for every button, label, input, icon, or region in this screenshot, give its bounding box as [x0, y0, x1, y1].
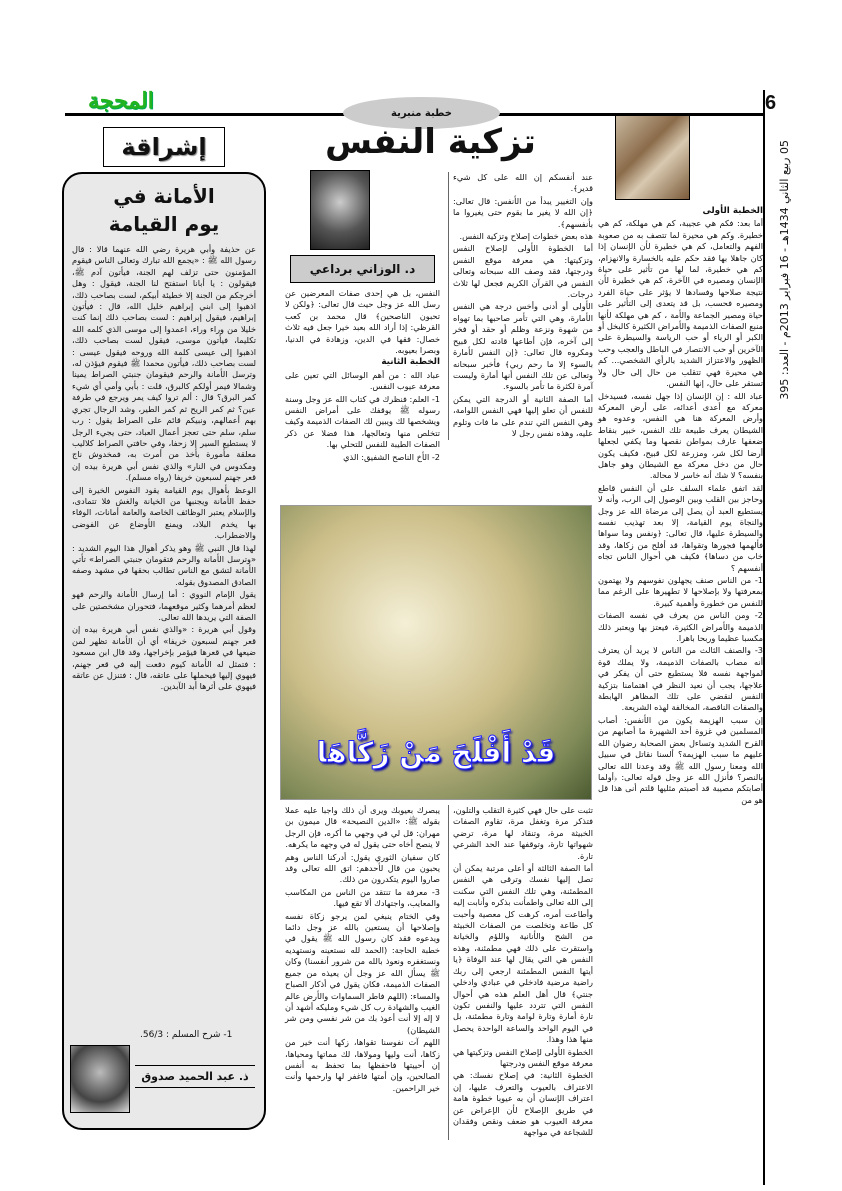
sidebar-author-photo: [70, 1045, 130, 1113]
paragraph: الأولى أو أدنى وأخس درجة هي النفس الأمارة، وهي التي تأمر صاحبها بما تهواه من شهوة ونزعة وظلم أو حقد أو فخر إلى آخره، فإن أطاعها قادته لكل قبيح ومكروه قال تعالى: ﴿إن النفس لأمارة بالسوء إلا ما رحم ربي﴾ فأخبر سبحانه وتعالى عن تلك النفس أنها أمارة وليست آمرة لكثرة ما تأمر بالسوء.: [453, 301, 593, 392]
article-column-3: [285, 288, 440, 464]
sidebar-author-name: ذ. عبد الحميد صدوق: [135, 1065, 255, 1088]
minbar-image: [615, 115, 690, 200]
article-title: تزكية النفس: [325, 122, 536, 162]
paragraph: 1- من الناس صنف يجهلون نفوسهم ولا يهتمون بمعرفتها ولا بإصلاحها لا تطهيرها على الرغم مما للنفس من خطورة وأهمية كبيرة.: [598, 575, 763, 608]
verse-calligraphy: قَدْ أَفْلَحَ مَنْ زَكَّاهَا: [316, 736, 556, 769]
paragraph: تثبت على حال فهي كثيرة التقلب والتلون، فتذكر مرة وتغفل مرة، تقاوم الصفات الخبيثة مرة، وتنقاد لها مرة، ترضي شهواتها تارة، وتوقفها عند الحد الشرعي تارة.: [453, 805, 593, 861]
sidebar-body: [72, 244, 256, 693]
quran-verse-image: [280, 505, 592, 800]
issue-date-strip: [776, 140, 796, 700]
paragraph: الخطوة الأولى لإصلاح النفس وتزكيتها هي معرفة موقع النفس ودرجتها: [453, 1046, 593, 1068]
paragraph: أما الخطوة الأولى لإصلاح النفس وتزكيتها: هي معرفة موقع النفس ودرجتها، فقد وصف الله سبحانه وتعالى النفس في القرآن الكريم فجعل لها ثلاث درجات.: [453, 243, 593, 300]
paragraph: النفس، بل هي إحدى صفات المعرضين عن رسل الله عز وجل حيث قال تعالى: ﴿ولكن لا تحبون الناصحين﴾ قال محمد بن كعب القرظي: إذا أراد الله بعبد خيرا جعل فيه ثلاث خصال: فقها في الدين، وزهادة في الدنيا، وبصرا بعيوبه.: [285, 288, 440, 356]
section-label: خطبة منبرية: [343, 97, 500, 129]
paragraph: أما بعد: فكم هي عجيبة، كم هي مهلكة، كم هي خطيرة. وكم هي محيرة لما تتصف به من صعوبة الفهم والتعامل، كم هي خطيرة لأن الإنسان إذا كان جاهلا بها فقد حكم عليه بالخسارة والانهزام، كم هي خطيرة، لما لها من تأثير على حياة الإنسان ومصيره في الآخرة، كم هي خطيرة لأن نتيجة صلاحها وفسادها لا يؤثر على حياة الفرد ومصيره فحسب، بل قد يتعدى إلى التأثير على حياة ومصير الجماعة والأمة ، كم هي مهلكة لأنها منبع الصفات الذميمة والأمراض الكثيرة كالبخل أو الكبر أو الرياء أو حب الرياسة والسيطرة على الآخرين أو حب الانتصار في الباطل والعجب وحب الظهور والاعتزاز الشديد بالرأي الشخصي... كم هي محيرة فهي تتقلب من حال إلى حال ولا تستقر على حال، إنها النفس.: [598, 218, 763, 389]
sidebar-paragraph: الوعظ بأهوال يوم القيامة يقود النفوس الخيرة إلى حفظ الأمانة ويجنبها من الخيانة والغش فلا تتمادى، والإسلام يعتبر الوظائف الخاصة والعامة أمانات، الوفاء بها يخدم البلاد، ويمنع الأوضاع عن الفوضى والاضطراب.: [72, 484, 256, 541]
paragraph: عباد الله : من أهم الوسائل التي تعين على معرفة عيوب النفس.: [285, 369, 440, 392]
sidebar-paragraph: يقول الإمام النووي : أما إرسال الأمانة والرحم فهو لعظم أمرهما وكثير موقعهما، فتحوران مشخصتين على الصفة التي يريدها الله تعالى.: [72, 589, 256, 622]
brand-logo: المحجة: [88, 88, 154, 114]
paragraph: 3- والصنف الثالث من الناس لا يريد أن يعترف أنه مصاب بالصفات الذميمة، ولا يملك قوة لمواجهة نفسه فلا يستطيع حتى أن يفكر في علاجها، يجب أن نعيد النظر في اهتمامنا بتزكية النفس لنقضي على تلك المظاهر الهابطة والصفات الناقصة، المخالفة لهذه الشريعة.: [598, 645, 763, 713]
paragraph: كان سفيان الثوري يقول: أدركنا الناس وهم يحبون من قال لأحدهم: اتق الله تعالى وقد صاروا اليوم يتكدرون من ذلك.: [285, 851, 440, 885]
subheading: الخطبة الثانية: [381, 357, 440, 368]
paragraph: وفي الختام ينبغي لمن يرجو زكاة نفسه وإصلاحها أن يستعين بالله عز وجل دائما ويدعوه فقد كان رسول الله ﷺ يقول في خطبة الحاجة: (الحمد لله نستعينه ونستهديه ونستغفره ونعوذ بالله من شرور أنفسنا) وكان ﷺ يسأل الله عز وجل أن يعيذه من جميع الصفات الذميمة، فكان يقول في أذكار الصباح والمساء: (اللهم فاطر السماوات والأرض عالم الغيب والشهادة رب كل شيء ومليكه أشهد أن لا إله إلا أنت أعوذ بك من شر نفسي ومن شر الشيطان): [285, 910, 440, 1035]
ishraqa-logo: إشراقة: [103, 127, 225, 167]
paragraph: أما الصفة الثالثة أو أعلى مرتبة يمكن أن تصل إليها نفسك وترقى هي النفس المطمئنة، وهي تلك النفس التي سكنت إلى الله تعالى واطمأنت بذكره وأنابت إليه وأطاعت أمره، كرهت كل معصية وأحبت كل طاعة وتخلصت من الصفات الخبيثة من الشح والأنانية واللؤم والخيانة واستقرت على ذلك فهي مطمئنة، وهذه النفس هي التي يقال لها عند الوفاة ﴿يا أيتها النفس المطمئنة ارجعي إلى ربك راضية مرضية فادخلي في عبادي وادخلي جنتي﴾ قال أهل العلم هذه هي أحوال النفس التي تتردد عليها والنفس تكون تارة أمارة وتارة لوامة وتارة مطمئنة، بل في اليوم الواحد والساعة الواحدة يحصل منها هذا وهذا.: [453, 863, 593, 1045]
paragraph: عند أنفسكم إن الله على كل شيء قدير﴾.: [453, 172, 593, 194]
paragraph: أما الصفة الثانية أو الدرجة التي يمكن للنفس أن تعلو إليها فهي النفس اللوامة، وهي النفس التي تندم على ما فات وتلوم عليه، وهذه نفس رجل لا: [453, 393, 593, 438]
sidebar-paragraph: عن حذيفة وأبي هريرة رضي الله عنهما قالا : قال رسول الله ﷺ : «يجمع الله تبارك وتعالى الناس فيقوم المؤمنون حتى تزلف لهم الجنة، فيأتون آدم ﷺ، فيقولون : يا أبانا استفتح لنا الجنة، فيقول : وهل أخرجكم من الجنة إلا خطيئة أبيكم، لست بصاحب ذلك، اذهبوا إلى ابني إبراهيم خليل الله، قال : فيأتون إبراهيم، فيقول إبراهيم : لست بصاحب ذلك إنما كنت خليلا من وراء وراء، اعمدوا إلى موسى الذي كلمه الله تكليما، فيأتون موسى، فيقول لست بصاحب ذلك، اذهبوا إلى عيسى كلمة الله وروحه فيقول عيسى : لست بصاحب ذلك، فيأتون محمدا ﷺ فيقوم فيؤذن له، وترسل الأمانة والرحم فيقومان جنبتي الصراط يمينا وشمالا فيمر أولكم كالبرق، قلت : بأبي وأمي أي شيء كمر البرق؟ قال : ألم تروا كيف يمر ويرجع في طرفة عين؟ ثم كمر الريح ثم كمر الطير، وشد الرجال تجري بهم أعمالهم، ونبيكم قائم على الصراط يقول : رب سلم، سلم حتى تعجز أعمال العباد، حتى يجيء الرجل لا يستطيع السير إلا زحفا، وفي حافتي الصراط كلاليب معلقة مأمورة بأخذ من أمرت به، فمخدوش ناج ومكدوس في النار» والذي نفس أبي هريرة بيده إن قعر جهنم لسبعون خريفا (رواه مسلم).: [72, 244, 256, 483]
article-column-4: [448, 805, 593, 1140]
paragraph: عباد الله : إن الإنسان إذا جهل نفسه، فسيدخل معركة مع أعدى أعدائه، على أرض المعركة وأرض المعركة هنا هي النفس، وعدوه هو الشيطان يعرف طبيعة تلك النفس، خبير بنقاط ضعفها عارف بمواطن نقصها وما يكفي لجعلها أرضا لكل شر، ومزرعة لكل قبيح، فكيف يكون حال من دخل معركة مع الشيطان وهو جاهل بنفسه؟ لا شك أنه خاسر لا محالة.: [598, 390, 763, 481]
paragraph: وإن التغيير يبدأ من الأنفس: قال تعالى: ﴿إن الله لا يغير ما بقوم حتى يغيروا ما بأنفسهم﴾.: [453, 195, 593, 229]
article-column-2: [448, 172, 593, 440]
margin-rule: [763, 90, 765, 1185]
paragraph: هذه بعض خطوات إصلاح وتزكية النفس.: [459, 231, 593, 242]
paragraph: لقد اتفق علماء السلف على أن النفس قاطع وحاجز بين القلب وبين الوصول إلى الرب، وأنه لا يستطيع العبد أن يصل إلى مرضاة الله عز وجل والنجاة يوم القيامة، إلا بعد تهذيب نفسه والسيطرة عليها، قال تعالى: ﴿ونفس وما سواها فألهمها فجورها وتقواها، قد أفلح من زكاها، وقد خاب من دساها﴾ فكيف هي أحوال الناس تجاه أنفسهم ؟: [598, 482, 763, 573]
issue-date: 05 ربيع الثاني 1434هـ - 16 فبراير 2013م - العدد: 395: [778, 140, 791, 400]
paragraph: 1- العلم: فنظرك في كتاب الله عز وجل وسنة رسوله ﷺ يوقفك على أمراض النفس ويشخصها لك ويبين لك الصفات الذميمة وكيف تتخلص منها وتعالجها، هذا فضلا عن ذكر الصفات الطيبة للنفس للتحلي بها.: [285, 393, 440, 450]
article-column-1: [598, 205, 763, 807]
author-name: د. الوزاني برداعي: [290, 255, 435, 283]
sidebar-title-line2: يوم القيامة: [108, 212, 220, 236]
sidebar-title-line1: الأمانة في: [113, 184, 215, 208]
paragraph: إن سبب الهزيمة يكون من الأنفس: أصاب المسلمين في غزوة أحد الشهيرة ما أصابهم من القرح الشديد وتساءل بعض الصحابة رضوان الله عليهم ما سبب الهزيمة؟ ألسنا نقاتل في سبيل الله ومعنا رسول الله ﷺ وقد وعدنا الله تعالى بالنصر؟ فأنزل الله عز وجل قوله تعالى: ﴿أولما أصابتكم مصيبة قد أصبتم مثليها قلتم أنى هذا قل هو من: [598, 714, 763, 805]
sidebar-title: [72, 182, 256, 238]
sidebar-box: [62, 172, 266, 1130]
paragraph: 3- معرفة ما تنتقد من الناس من المكاسب والمعايب، واجتهادك ألا تقع فيها.: [285, 886, 440, 909]
paragraph: الخطوة الثانية: في إصلاح نفسك: هي الاعتراف بالعيوب والتعرف عليها، إن اعتراف الإنسان أن به عيوبا خطوة هامة في طريق الإصلاح لأن الإعراض عن معرفة العيوب هو ضعف ونقص وفقدان للشجاعة في مواجهة: [453, 1070, 593, 1138]
sidebar-paragraph: لهذا قال النبي ﷺ وهو يذكر أهوال هذا اليوم الشديد : «وترسل الأمانة والرحم فتقومان جنبتي الصراط» تأتي الأمانة لتشق مع الناس تطالب بحقها في مشهد وصفه الصادق المصدوق بقوله.: [72, 542, 256, 587]
paragraph: 2- ومن الناس من يعرف في نفسه الصفات الذميمة والأمراض الكثيرة، فيعتز بها ويعتبر ذلك مكسبا عظيما وربحا باهرا.: [598, 610, 763, 644]
paragraph: يبصرك بعيوبك ويرى أن ذلك واجبا عليه عملا بقوله ﷺ: «الدين النصيحة» قال ميمون بن مهران: قل لي في وجهي ما أكره، فإن الرجل لا ينصح أخاه حتى يقول له في وجهه ما يكرهه.: [285, 805, 440, 850]
page-number: 6: [765, 92, 777, 114]
sidebar-paragraph: وقول أبي هريرة : «والذي نفس أبي هريرة بيده إن قعر جهنم لسبعون خريفا» أي أن الأمانة تظهر لمن ضيعها في قعرها فيؤمر بإخراجها، وقد قال ابن مسعود : فتمثل له الأمانة كيوم دفعت إليه في قعر جهنم، فيهوي إليها فيحملها على عاتقه، قال : فتنزل عن عاتقه فيهوي على أثرها أبد الآبدين.: [72, 624, 256, 692]
footnote: 1- شرح المسلم : 56/3.: [140, 1030, 233, 1040]
paragraph: اللهم آت نفوسنا تقواها، زكها أنت خير من زكاها، أنت وليها ومولاها، لك مماتها ومحياها، إن أحييتها فاحفظها بما تحفظ به أنفس الصالحين، وإن أمتها فاغفر لها وارحمها وأنت خير الراحمين.: [285, 1037, 440, 1093]
article-column-5: [285, 805, 440, 1095]
paragraph: 2- الأخ الناصح الشفيق: الذي: [343, 451, 440, 462]
author-photo: [310, 170, 370, 250]
subheading: الخطبة الأولى: [702, 206, 763, 216]
